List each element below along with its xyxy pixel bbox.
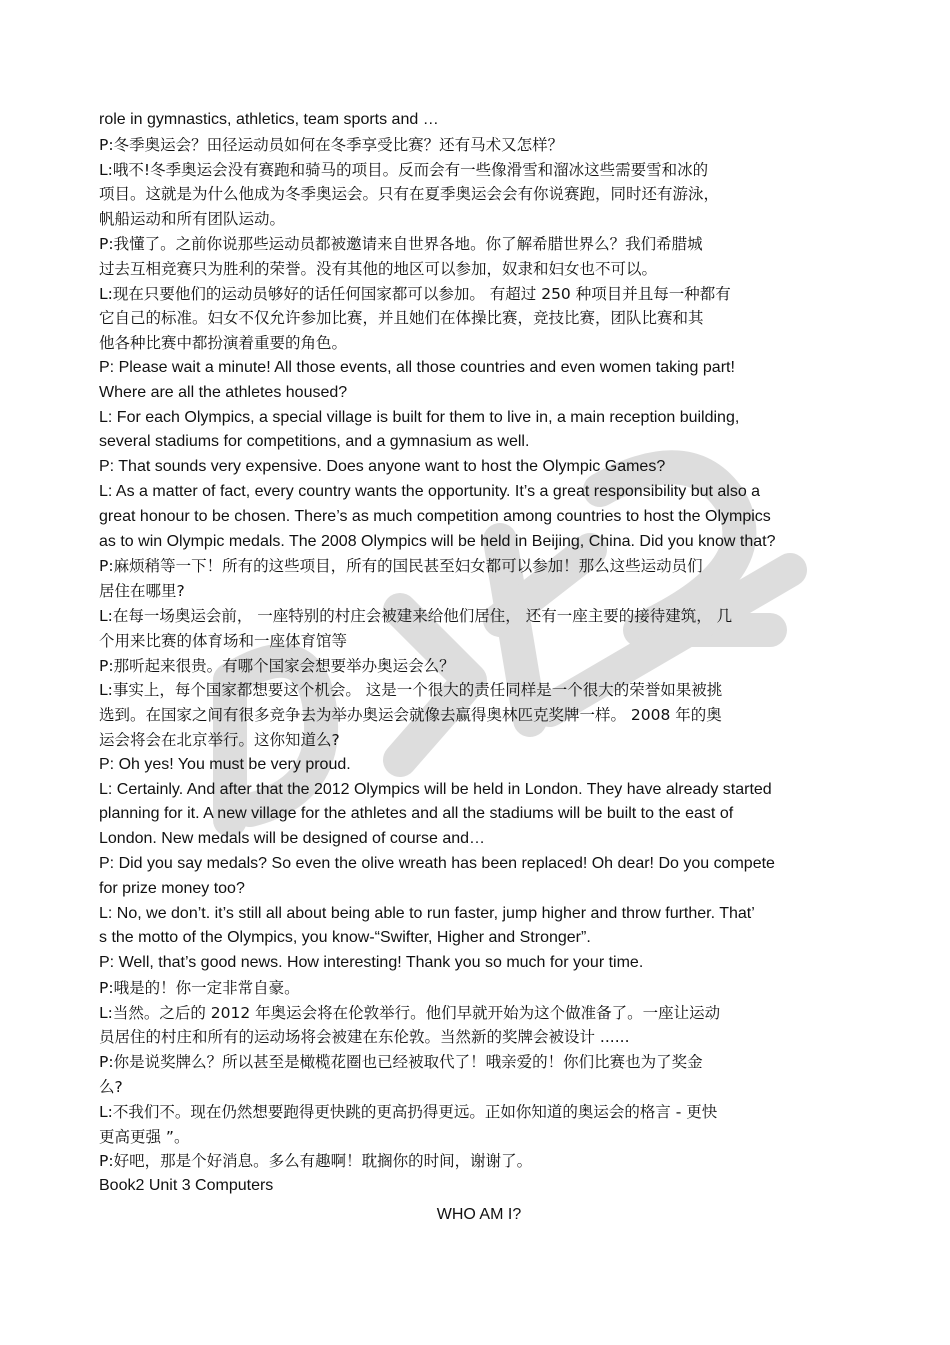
text-line: 员居住的村庄和所有的运动场将会被建在东伦敦。当然新的奖牌会被设计 ...... (99, 1028, 630, 1047)
text-line: P:你是说奖牌么？所以甚至是橄榄花圈也已经被取代了！哦亲爱的！你们比赛也为了奖金 (99, 1053, 703, 1072)
text-line: 它自己的标准。妇女不仅允许参加比赛，并且她们在体操比赛，竞技比赛，团队比赛和其 (99, 309, 704, 328)
text-line: P:我懂了。之前你说那些运动员都被邀请来自世界各地。你了解希腊世界么？我们希腊城 (99, 234, 703, 253)
text-line: L:事实上，每个国家都想要这个机会。 这是一个很大的责任同样是一个很大的荣誉如果被挑 (99, 681, 723, 700)
text-line: 他各种比赛中都扮演着重要的角色。 (99, 334, 348, 353)
text-line: 选到。在国家之间有很多竞争去为举办奥运会就像去赢得奥林匹克奖牌一样。 2008 年的奥 (99, 706, 722, 725)
text-line: L:哦不!冬季奥运会没有赛跑和骑马的项目。反而会有一些像滑雪和溜冰这些需要雪和冰的 (99, 160, 709, 179)
text-line: great honour to be chosen. There’s as much competition among countries to host the Olympics (99, 507, 771, 525)
text-line: planning for it. A new village for the athletes and all the stadiums will be built to the east of (99, 805, 734, 823)
text-line: P: Please wait a minute! All those events, all those countries and even women taking part! (99, 358, 735, 376)
text-line: 居住在哪里? (99, 582, 185, 601)
text-line: L: No, we don’t. it’s still all about being able to run faster, jump higher and throw further. That’ (99, 904, 755, 922)
text-line: s the motto of the Olympics, you know-“Swifter, Higher and Stronger”. (99, 929, 591, 947)
text-line: role in gymnastics, athletics, team sports and … (99, 111, 439, 128)
text-line: P: That sounds very expensive. Does anyone want to host the Olympic Games? (99, 458, 666, 476)
unit-title: Book2 Unit 3 Computers (99, 1177, 274, 1195)
text-line: as to win Olympic medals. The 2008 Olympics will be held in Beijing, China. Did you know that? (99, 532, 776, 550)
document-body (99, 108, 859, 1228)
text-line: L:现在只要他们的运动员够好的话任何国家都可以参加。 有超过 250 种项目并且每一种都有 (99, 284, 731, 303)
text-line: P:好吧，那是个好消息。多么有趣啊！耽搁你的时间，谢谢了。 (99, 1152, 533, 1171)
text-line: L: As a matter of fact, every country wants the opportunity. It’s a great responsibility but also a (99, 482, 761, 500)
text-line: L:不我们不。现在仍然想要跑得更快跳的更高扔得更远。正如你知道的奥运会的格言 - 更快 (99, 1102, 718, 1121)
text-line: P:哦是的！你一定非常自豪。 (99, 978, 300, 997)
text-line: P:那听起来很贵。有哪个国家会想要举办奥运会么？ (99, 656, 455, 675)
text-line: for prize money too? (99, 879, 245, 897)
section-heading: WHO AM I? (436, 1206, 522, 1224)
text-line: 过去互相竞赛只为胜利的荣誉。没有其他的地区可以参加，奴隶和妇女也不可以。 (99, 259, 658, 278)
text-line: P: Did you say medals? So even the olive wreath has been replaced! Oh dear! Do you compete (99, 854, 775, 872)
text-line: P:麻烦稍等一下！所有的这些项目，所有的国民甚至妇女都可以参加！那么这些运动员们 (99, 557, 703, 576)
text-line: 么? (99, 1078, 123, 1097)
text-line: L:在每一场奥运会前， 一座特别的村庄会被建来给他们居住， 还有一座主要的接待建筑， 几 (99, 606, 733, 625)
text-line: P:冬季奥运会？田径运动员如何在冬季享受比赛？还有马术又怎样？ (99, 135, 564, 154)
text-line: 帆船运动和所有团队运动。 (99, 210, 286, 229)
text-line: L:当然。之后的 2012 年奥运会将在伦敦举行。他们早就开始为这个做准备了。一座让运动 (99, 1003, 721, 1022)
text-line: Where are all the athletes housed? (99, 383, 348, 401)
text-line: L: Certainly. And after that the 2012 Olympics will be held in London. They have already started (99, 780, 772, 798)
text-line: L: For each Olympics, a special village is built for them to live in, a main reception building, (99, 408, 740, 426)
text-line: several stadiums for competitions, and a gymnasium as well. (99, 433, 530, 451)
text-line: London. New medals will be designed of course and… (99, 830, 486, 848)
text-line: 个用来比赛的体育场和一座体育馆等 (99, 631, 348, 650)
text-line: 项目。这就是为什么他成为冬季奥运会。只有在夏季奥运会会有你说赛跑，同时还有游泳， (99, 185, 720, 204)
text-line: 运会将会在北京举行。这你知道么? (99, 730, 340, 749)
text-line: 更高更强 ”。 (99, 1127, 190, 1146)
text-line: P: Well, that’s good news. How interesting! Thank you so much for your time. (99, 954, 644, 972)
text-line: P: Oh yes! You must be very proud. (99, 755, 351, 773)
